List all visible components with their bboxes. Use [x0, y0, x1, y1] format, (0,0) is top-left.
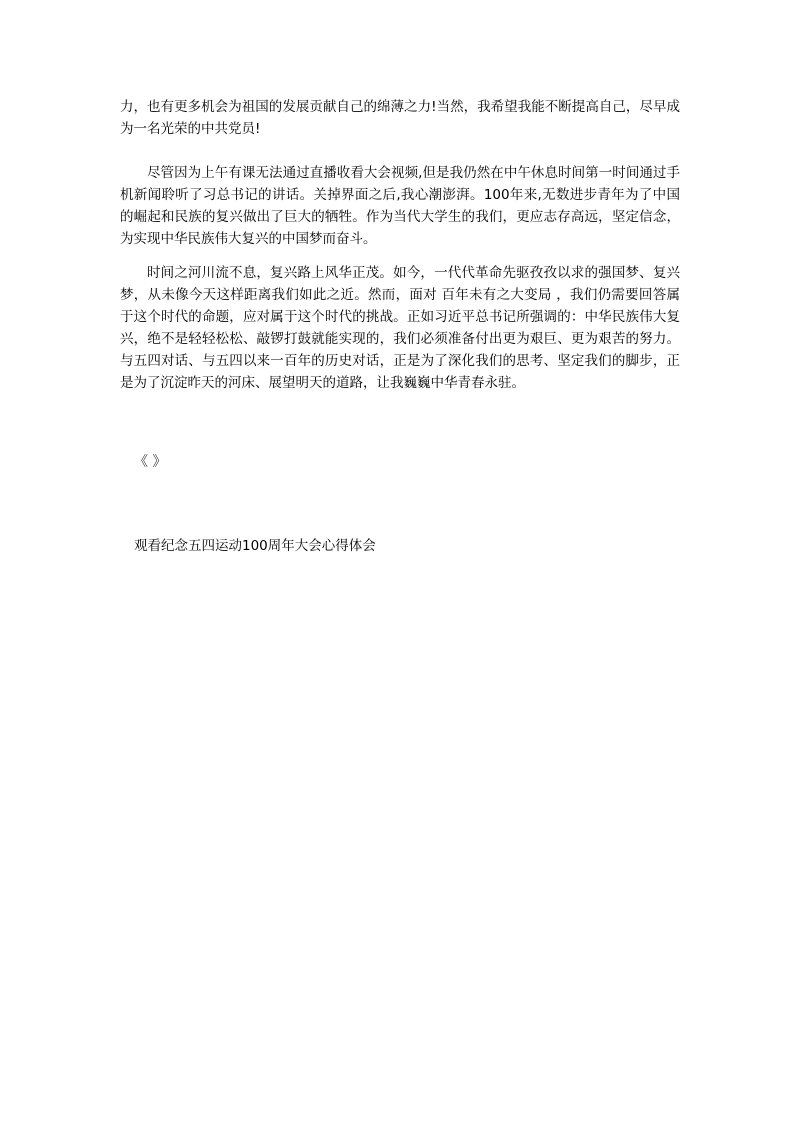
footer-title: 观看纪念五四运动100周年大会心得体会 [134, 538, 376, 554]
angle-quote-marks: 《 》 [134, 454, 167, 470]
paragraph-continuation: 力，也有更多机会为祖国的发展贡献自己的绵薄之力!当然，我希望我能不断提高自己，尽早成为一名光荣的中共党员! [120, 99, 680, 137]
paragraph-live-broadcast: 尽管因为上午有课无法通过直播收看大会视频,但是我仍然在中午休息时间第一时间通过手机新闻聆听了习总书记的讲话。关掉界面之后,我心潮澎湃。100年来,无数进步青年为了中国的崛起和民族的复兴做出了巨大的牺牲。作为当代大学生的我们，更应志存高远，坚定信念，为实现中华民族伟大复兴的中国梦而奋斗。 [120, 165, 680, 247]
paragraph-revival-road: 时间之河川流不息，复兴路上风华正茂。如今，一代代革命先驱孜孜以求的强国梦、复兴梦，从未像今天这样距离我们如此之近。然而，面对 百年未有之大变局 ，我们仍需要回答属于这个时代的命题，应对属于这个时代的挑战。正如习近平总书记所强调的：中华民族伟大复兴，绝不是轻轻松松、敲锣打鼓就能实现的，我们必须准备付出更为艰巨、更为艰苦的努力。 与五四对话、与五四以来一百年的历史对话，正是为了深化我们的思考、坚定我们的脚步，正是为了沉淀昨天的河床、展望明天的道路，让我巍巍中华青春永驻。 [120, 265, 680, 391]
